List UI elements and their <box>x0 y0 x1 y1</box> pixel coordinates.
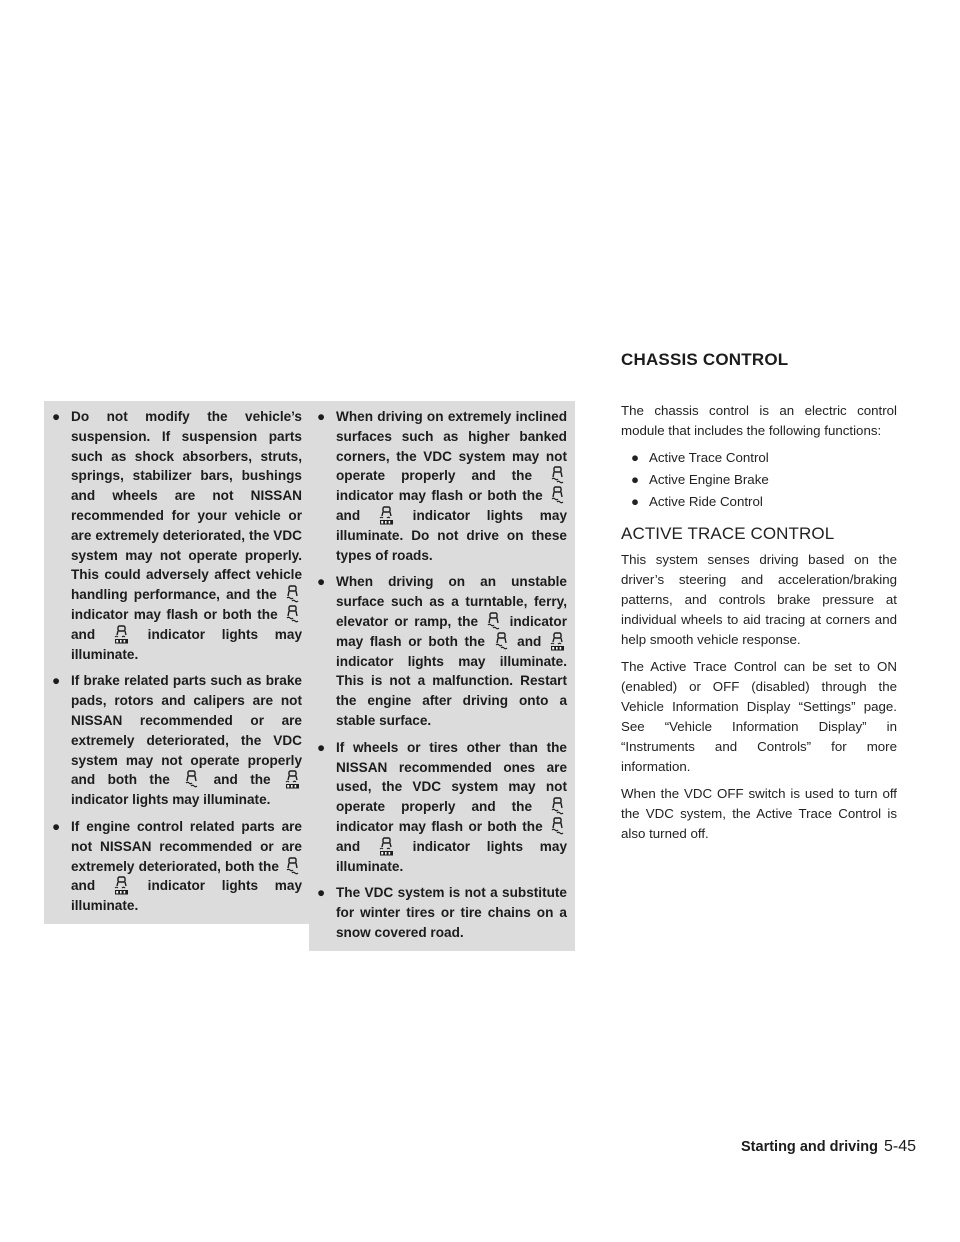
warning-text: and <box>510 633 548 649</box>
footer-section-name: Starting and driving <box>741 1139 878 1155</box>
warning-text: If wheels or tires other than the NISSAN recommended ones are used, the VDC system may not operate properly and the <box>336 739 567 815</box>
warning-text: indicator lights may illuminate. <box>71 878 303 914</box>
slip-indicator-icon <box>550 797 565 816</box>
bullet: ● <box>631 472 640 487</box>
warning-text: indicator may flash or both the <box>336 488 548 504</box>
slip-indicator-icon <box>494 632 509 651</box>
function-list <box>621 448 897 512</box>
warning-item <box>50 407 302 664</box>
vdc-off-indicator-icon <box>379 506 394 525</box>
warning-item <box>50 817 302 916</box>
section-title: CHASSIS CONTROL <box>621 350 789 369</box>
warning-text: indicator lights may illuminate. <box>336 838 568 874</box>
warning-item <box>315 572 567 730</box>
warning-text: and the <box>201 772 283 788</box>
list-item <box>631 470 897 490</box>
warning-text: indicator lights may illuminate. <box>71 792 271 808</box>
slip-indicator-icon <box>550 817 565 836</box>
bullet: ● <box>317 885 326 901</box>
warning-item <box>315 407 567 565</box>
function-label: Active Trace Control <box>649 450 769 465</box>
subheading-active-trace-control: ACTIVE TRACE CONTROL <box>621 524 835 543</box>
warning-box-middle <box>309 401 575 951</box>
vdc-off-indicator-icon <box>550 632 565 651</box>
warning-text: When driving on an unstable surface such as a turntable, ferry, elevator or ramp, the <box>336 574 567 629</box>
page-footer <box>741 1138 916 1156</box>
warning-item <box>50 671 302 810</box>
bullet: ● <box>52 673 61 689</box>
slip-indicator-icon <box>184 770 199 789</box>
warning-item <box>315 883 567 942</box>
warning-text: indicator may flash or both the <box>336 818 548 834</box>
slip-indicator-icon <box>285 585 300 604</box>
vdc-off-indicator-icon <box>114 625 129 644</box>
vdc-off-indicator-icon <box>114 876 129 895</box>
warning-text: Do not modify the vehicle’s suspension. If suspension parts such as shock absorbers, struts, springs, stabilizer bars, bushings and wheels are not NISSAN recommended for your vehicle or are extremely deteriorated, the VDC system may not operate properly. This could adversely affect vehicle handling performance, and the <box>71 409 302 603</box>
paragraph: The Active Trace Control can be set to ON (enabled) or OFF (disabled) through the Vehicle Information Display “Settings” page. See “Vehicle Information Display” in “Instruments and Controls” for more information. <box>621 659 897 774</box>
slip-indicator-icon <box>285 605 300 624</box>
chassis-intro: The chassis control is an electric control module that includes the following functions: <box>621 403 897 438</box>
paragraph: This system senses driving based on the driver’s steering and acceleration/braking patterns, and controls brake pressure at individual wheels to aid tracing at corners and help smooth vehicle response. <box>621 552 897 647</box>
warning-text: If engine control related parts are not NISSAN recommended or are extremely deteriorated, both the <box>71 818 302 874</box>
warning-text: When driving on extremely inclined surfaces such as higher banked corners, the VDC system may not operate properly and the <box>336 409 567 484</box>
slip-indicator-icon <box>486 612 501 631</box>
slip-indicator-icon <box>285 857 300 876</box>
paragraph: When the VDC OFF switch is used to turn off the VDC system, the Active Trace Control is also turned off. <box>621 786 897 841</box>
function-label: Active Ride Control <box>649 494 763 509</box>
warning-text: and <box>71 878 112 894</box>
function-label: Active Engine Brake <box>649 472 769 487</box>
warning-box-left <box>44 401 310 924</box>
bullet: ● <box>631 494 640 509</box>
slip-indicator-icon <box>550 466 565 485</box>
slip-indicator-icon <box>550 486 565 505</box>
warning-text: indicator lights may illuminate. This is not a malfunction. Restart the engine after driving onto a stable surface. <box>336 653 567 728</box>
warning-text: indicator may flash or both the <box>71 606 283 622</box>
bullet: ● <box>631 450 640 465</box>
warning-text: and <box>336 507 377 523</box>
warning-text: The VDC system is not a substitute for winter tires or tire chains on a snow covered road. <box>336 885 567 940</box>
bullet: ● <box>52 409 61 424</box>
warning-item <box>315 738 567 877</box>
warning-text: and <box>71 626 112 642</box>
bullet: ● <box>317 574 326 590</box>
bullet: ● <box>317 739 326 755</box>
page-number: 5-45 <box>883 1138 916 1155</box>
vdc-off-indicator-icon <box>379 837 394 856</box>
chassis-control-column <box>621 401 897 851</box>
list-item <box>631 492 897 512</box>
list-item <box>631 448 897 468</box>
bullet: ● <box>52 818 61 834</box>
warning-text: indicator may flash or both the <box>336 613 568 649</box>
warning-text: indicator lights may illuminate. <box>71 626 303 662</box>
vdc-off-indicator-icon <box>285 770 300 789</box>
bullet: ● <box>317 409 326 424</box>
warning-text: and <box>336 838 377 854</box>
warning-text: If brake related parts such as brake pads, rotors and calipers are not NISSAN recommended or are extremely deteriorated, the VDC system may not operate properly and both the <box>71 673 302 788</box>
warning-text: indicator lights may illuminate. Do not drive on these types of roads. <box>336 507 568 563</box>
